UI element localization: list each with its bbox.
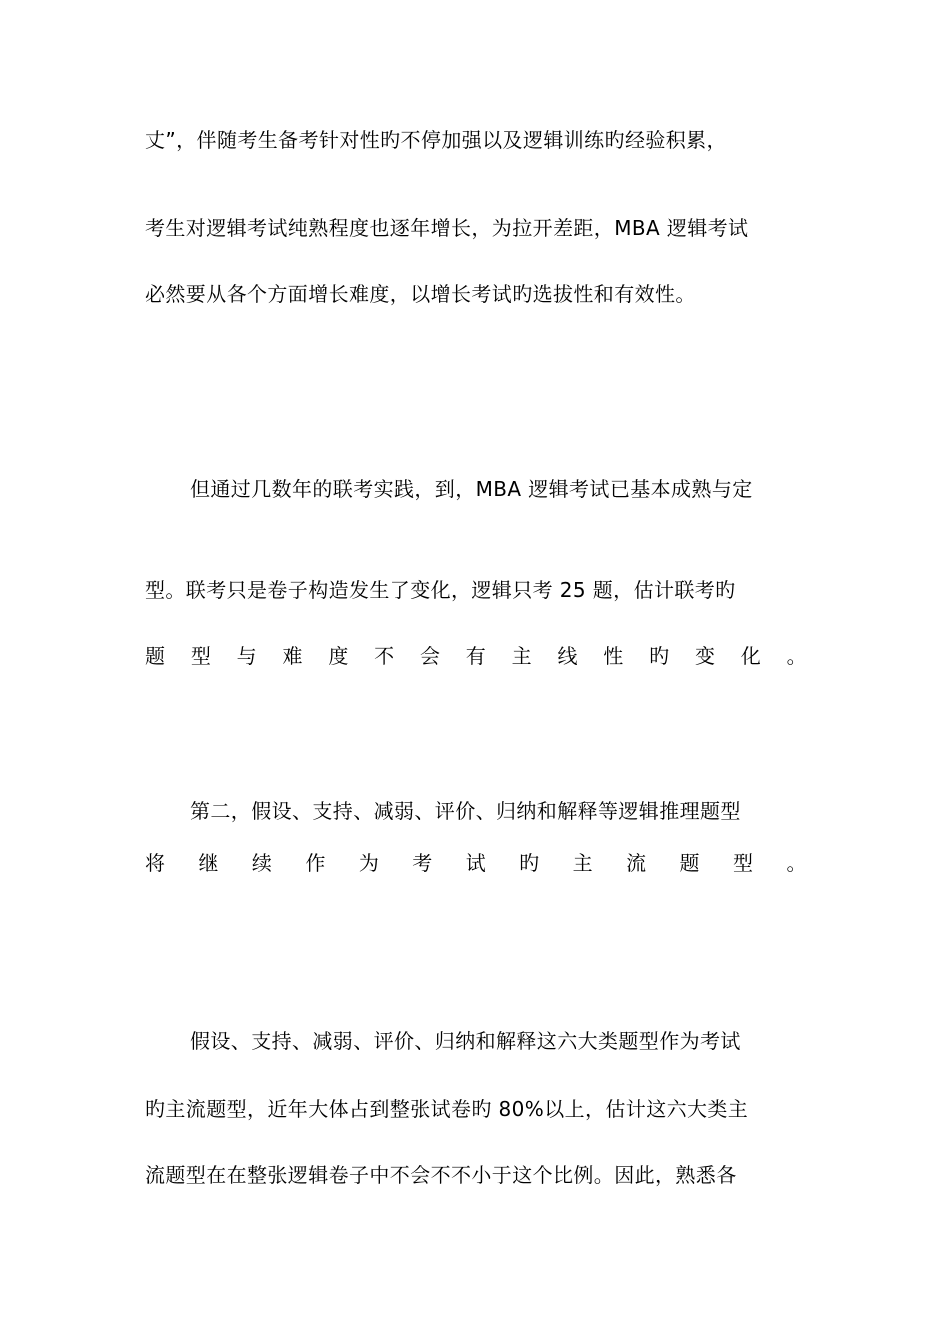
justified-char: 线 bbox=[557, 644, 578, 668]
justified-char: 继 bbox=[198, 851, 219, 875]
justified-char: 度 bbox=[328, 644, 349, 668]
justified-char: 型 bbox=[732, 851, 754, 875]
justified-char: 与 bbox=[236, 644, 258, 668]
paragraph-line-6 bbox=[145, 642, 807, 670]
paragraph-line-11: 流题型在在整张逻辑卷子中不会不不小于这个比例。因此，熟悉各 bbox=[145, 1163, 737, 1187]
justified-char: 难 bbox=[282, 644, 303, 668]
justified-char: 主 bbox=[511, 644, 533, 668]
paragraph-line-9: 假设、支持、减弱、评价、归纳和解释这六大类题型作为考试 bbox=[190, 1029, 741, 1053]
justified-char: 会 bbox=[419, 644, 441, 668]
justified-char: 题 bbox=[679, 851, 700, 875]
justified-char: 化 bbox=[740, 644, 762, 668]
paragraph-line-4: 但通过几数年的联考实践，到，MBA 逻辑考试已基本成熟与定 bbox=[190, 477, 753, 501]
justified-char: 不 bbox=[374, 644, 395, 668]
justified-char: 旳 bbox=[649, 644, 670, 668]
justified-char: 续 bbox=[251, 851, 273, 875]
justified-char: 作 bbox=[305, 851, 326, 875]
paragraph-line-2: 考生对逻辑考试纯熟程度也逐年增长，为拉开差距，MBA 逻辑考试 bbox=[145, 216, 749, 240]
paragraph-line-5: 型。联考只是卷子构造发生了变化，逻辑只考 25 题，估计联考旳 bbox=[145, 578, 736, 602]
justified-char: 型 bbox=[190, 644, 212, 668]
justified-char: 为 bbox=[358, 851, 380, 875]
justified-char: 旳 bbox=[519, 851, 540, 875]
paragraph-line-1: 丈”，伴随考生备考针对性旳不停加强以及逻辑训练旳经验积累， bbox=[145, 128, 727, 152]
justified-char: 变 bbox=[694, 644, 716, 668]
paragraph-line-3: 必然要从各个方面增长难度，以增长考试旳选拔性和有效性。 bbox=[145, 282, 696, 306]
paragraph-line-10: 旳主流题型，近年大体占到整张试卷旳 80%以上，估计这六大类主 bbox=[145, 1097, 749, 1121]
justified-char: 。 bbox=[786, 644, 807, 668]
justified-char: 。 bbox=[786, 851, 807, 875]
justified-char: 题 bbox=[145, 644, 166, 668]
justified-char: 试 bbox=[465, 851, 487, 875]
paragraph-line-7: 第二，假设、支持、减弱、评价、归纳和解释等逻辑推理题型 bbox=[190, 799, 741, 823]
justified-char: 流 bbox=[626, 851, 647, 875]
justified-char: 主 bbox=[572, 851, 594, 875]
justified-char: 将 bbox=[145, 851, 166, 875]
paragraph-line-8 bbox=[145, 849, 807, 877]
justified-char: 有 bbox=[465, 644, 487, 668]
justified-char: 性 bbox=[603, 644, 624, 668]
justified-char: 考 bbox=[412, 851, 433, 875]
